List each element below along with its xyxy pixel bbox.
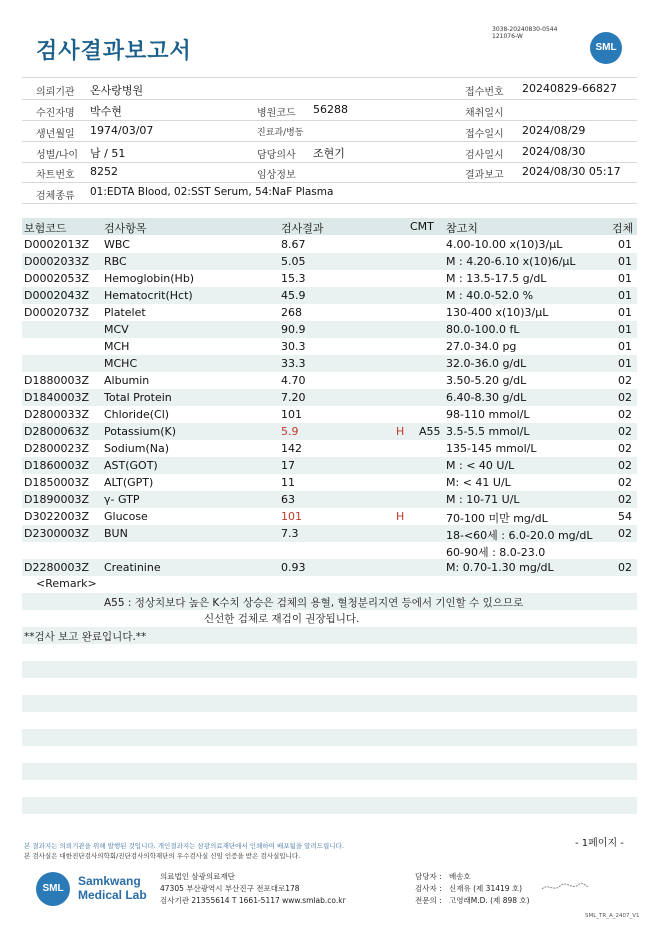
brand-name <box>78 874 147 902</box>
cell-code: D0002013Z <box>24 238 89 251</box>
remark-title: <Remark> <box>36 577 97 590</box>
cell-reference: M : < 40 U/L <box>446 459 515 472</box>
specimen-value: 01:EDTA Blood, 02:SST Serum, 54:NaF Plasma <box>90 186 334 198</box>
cell-code: D2300003Z <box>24 527 89 540</box>
organization: 의료법인 삼광의료재단 <box>160 872 235 881</box>
address: 47305 부산광역시 부산진구 전포대로178 <box>160 884 300 893</box>
cell-result: 8.67 <box>281 238 306 251</box>
remark-line-2: 신선한 검체로 재검이 권장됩니다. <box>204 613 360 625</box>
cell-specimen: 02 <box>618 425 632 438</box>
cell-item: MCV <box>104 323 129 336</box>
cell-item: Potassium(K) <box>104 425 177 438</box>
sml-logo-icon: SML <box>590 32 622 64</box>
cell-code: D0002033Z <box>24 255 89 268</box>
cell-reference: 98-110 mmol/L <box>446 408 530 421</box>
birth-label: 생년월일 <box>36 129 75 140</box>
cell-item: WBC <box>104 238 130 251</box>
cell-specimen: 02 <box>618 493 632 506</box>
cell-reference: 18-<60세 : 6.0-20.0 mg/dL <box>446 529 593 542</box>
document-number <box>492 26 557 40</box>
cell-specimen: 01 <box>618 255 632 268</box>
cell-specimen: 02 <box>618 561 632 574</box>
cell-specimen: 02 <box>618 391 632 404</box>
patient-value: 박수현 <box>90 105 122 118</box>
receipt-no-label: 접수번호 <box>465 87 504 98</box>
cell-result: 5.9 <box>281 425 299 438</box>
cell-result: 268 <box>281 306 302 319</box>
cell-result: 5.05 <box>281 255 306 268</box>
cell-reference: 80.0-100.0 fL <box>446 323 520 336</box>
cell-code: D1880003Z <box>24 374 89 387</box>
cell-reference: 135-145 mmol/L <box>446 442 537 455</box>
header-specimen: 검체 <box>612 222 634 235</box>
cell-code: D2800023Z <box>24 442 89 455</box>
cell-flag: H <box>396 425 405 438</box>
cell-item: MCH <box>104 340 130 353</box>
cell-reference: 60-90세 : 8.0-23.0 <box>446 546 546 559</box>
signature-mark <box>540 880 590 894</box>
cell-cmt: A55 <box>419 425 441 438</box>
cell-code: D1850003Z <box>24 476 89 489</box>
staff-1: 배송호 <box>449 872 471 881</box>
cell-result: 4.70 <box>281 374 306 387</box>
clinical-label: 임상정보 <box>257 170 296 181</box>
header-reference: 참고치 <box>446 222 478 235</box>
page-number: - 1페이지 - <box>575 838 624 849</box>
cell-reference: 130-400 x(10)3/μL <box>446 306 549 319</box>
sml-footer-logo-icon: SML <box>36 872 70 906</box>
cell-item: γ- GTP <box>104 493 140 506</box>
cell-reference: M : 4.20-6.10 x(10)6/μL <box>446 255 576 268</box>
cell-code: D1890003Z <box>24 493 89 506</box>
cell-reference: 27.0-34.0 pg <box>446 340 517 353</box>
cell-result: 90.9 <box>281 323 306 336</box>
cell-result: 15.3 <box>281 272 306 285</box>
cell-reference: 6.40-8.30 g/dL <box>446 391 527 404</box>
cell-result: 101 <box>281 510 302 523</box>
cell-reference: 3.5-5.5 mmol/L <box>446 425 530 438</box>
cell-item: BUN <box>104 527 128 540</box>
contact: 검사기관 21355614 T 1661-5117 www.smlab.co.kr <box>160 896 346 905</box>
cell-result: 45.9 <box>281 289 306 302</box>
cell-result: 0.93 <box>281 561 306 574</box>
cell-item: Sodium(Na) <box>104 442 169 455</box>
hospital-code-value: 56288 <box>313 103 348 116</box>
cell-specimen: 01 <box>618 340 632 353</box>
receipt-date-label: 접수일시 <box>465 129 504 140</box>
sex-age-label: 성별/나이 <box>36 150 79 161</box>
cell-item: Albumin <box>104 374 150 387</box>
staff-3-label: 전문의 : <box>415 896 442 905</box>
cell-specimen: 54 <box>618 510 632 523</box>
cell-code: D2280003Z <box>24 561 89 574</box>
cell-specimen: 01 <box>618 238 632 251</box>
staff-2-label: 검사자 : <box>415 884 442 893</box>
cell-specimen: 02 <box>618 374 632 387</box>
cell-reference: 3.50-5.20 g/dL <box>446 374 527 387</box>
cell-item: Hematocrit(Hct) <box>104 289 193 302</box>
staff-1-label: 담당자 : <box>415 872 442 881</box>
cell-result: 30.3 <box>281 340 306 353</box>
cell-result: 33.3 <box>281 357 306 370</box>
chart-value: 8252 <box>90 165 118 178</box>
cell-reference: M : 10-71 U/L <box>446 493 520 506</box>
cell-item: MCHC <box>104 357 138 370</box>
cell-code: D2800033Z <box>24 408 89 421</box>
cell-specimen: 01 <box>618 357 632 370</box>
hospital-code-label: 병원코드 <box>257 108 296 119</box>
cell-item: ALT(GPT) <box>104 476 154 489</box>
cell-code: D1840003Z <box>24 391 89 404</box>
cell-result: 7.3 <box>281 527 299 540</box>
patient-label: 수진자명 <box>36 108 75 119</box>
cell-item: Glucose <box>104 510 148 523</box>
cell-reference: M: < 41 U/L <box>446 476 511 489</box>
receipt-date-value: 2024/08/29 <box>522 124 586 137</box>
brand-line-2: Medical Lab <box>78 888 147 902</box>
cell-code: D0002073Z <box>24 306 89 319</box>
document-number-line-1: 3038-20240830-0544 <box>492 26 558 33</box>
cell-result: 101 <box>281 408 302 421</box>
report-complete-text: **검사 보고 완료입니다.** <box>24 631 147 643</box>
staff-2: 신재유 (제 31419 호) <box>449 884 523 893</box>
staff-3: 고영래M.D. (제 898 호) <box>449 896 530 905</box>
cell-code: D2800063Z <box>24 425 89 438</box>
form-number: SML_TR_A_2407_V1 <box>585 913 640 919</box>
cell-specimen: 02 <box>618 442 632 455</box>
cell-reference: M: 0.70-1.30 mg/dL <box>446 561 554 574</box>
birth-value: 1974/03/07 <box>90 124 154 137</box>
cell-item: AST(GOT) <box>104 459 158 472</box>
header-code: 보험코드 <box>24 222 67 235</box>
cell-reference: M : 13.5-17.5 g/dL <box>446 272 547 285</box>
remark-line-1: A55 : 정상치보다 높은 K수치 상승은 검체의 용혈, 혈청분리지연 등에서 기인할 수 있으므로 <box>104 597 524 609</box>
cell-reference: 70-100 미만 mg/dL <box>446 512 548 525</box>
institution-label: 의뢰기관 <box>36 87 75 98</box>
cell-specimen: 01 <box>618 323 632 336</box>
dept-label: 진료과/병동 <box>257 128 304 138</box>
cell-code: D3022003Z <box>24 510 89 523</box>
footer-notice-2: 본 검사실은 대한진단검사의학회/진단검사의학재단의 우수검사실 신임 인증을 받은 검사실입니다. <box>24 852 301 860</box>
sex-age-value: 남 / 51 <box>90 147 126 160</box>
cell-item: Hemoglobin(Hb) <box>104 272 195 285</box>
test-date-value: 2024/08/30 <box>522 145 586 158</box>
cell-reference: 32.0-36.0 g/dL <box>446 357 527 370</box>
cell-code: D0002043Z <box>24 289 89 302</box>
cell-item: Platelet <box>104 306 146 319</box>
cell-result: 142 <box>281 442 302 455</box>
header-item: 검사항목 <box>104 222 147 235</box>
page-title: 검사결과보고서 <box>36 39 192 64</box>
cell-result: 17 <box>281 459 295 472</box>
cell-item: Chloride(Cl) <box>104 408 170 421</box>
cell-specimen: 02 <box>618 459 632 472</box>
brand-line-1: Samkwang <box>78 874 141 888</box>
cell-specimen: 01 <box>618 306 632 319</box>
cell-code: D0002053Z <box>24 272 89 285</box>
cell-specimen: 01 <box>618 289 632 302</box>
header-result: 검사결과 <box>281 222 324 235</box>
cell-flag: H <box>396 510 405 523</box>
doctor-value: 조현기 <box>313 147 345 160</box>
cell-item: RBC <box>104 255 127 268</box>
cell-result: 7.20 <box>281 391 306 404</box>
cell-specimen: 02 <box>618 476 632 489</box>
report-date-value: 2024/08/30 05:17 <box>522 165 621 178</box>
cell-result: 63 <box>281 493 295 506</box>
cell-code: D1860003Z <box>24 459 89 472</box>
institution-value: 온사랑병원 <box>90 84 144 97</box>
test-date-label: 검사일시 <box>465 150 504 161</box>
cell-item: Creatinine <box>104 561 161 574</box>
cell-reference: 4.00-10.00 x(10)3/μL <box>446 238 563 251</box>
report-date-label: 결과보고 <box>465 170 504 181</box>
cell-item: Total Protein <box>104 391 172 404</box>
cell-specimen: 02 <box>618 408 632 421</box>
doctor-label: 담당의사 <box>257 150 296 161</box>
cell-result: 11 <box>281 476 295 489</box>
collect-date-label: 채취일시 <box>465 108 504 119</box>
document-number-line-2: 121076-W <box>492 33 523 40</box>
cell-reference: M : 40.0-52.0 % <box>446 289 534 302</box>
header-cmt: CMT <box>410 220 434 233</box>
chart-label: 차트번호 <box>36 170 75 181</box>
specimen-label: 검체종류 <box>36 191 75 202</box>
cell-specimen: 02 <box>618 527 632 540</box>
footer-notice-1: 본 결과지는 의뢰기관을 위해 발행된 것입니다. 개인결과지는 삼광의료재단에서 인쇄하여 배포됨을 알려드립니다. <box>24 842 344 850</box>
receipt-no-value: 20240829-66827 <box>522 82 617 95</box>
cell-specimen: 01 <box>618 272 632 285</box>
